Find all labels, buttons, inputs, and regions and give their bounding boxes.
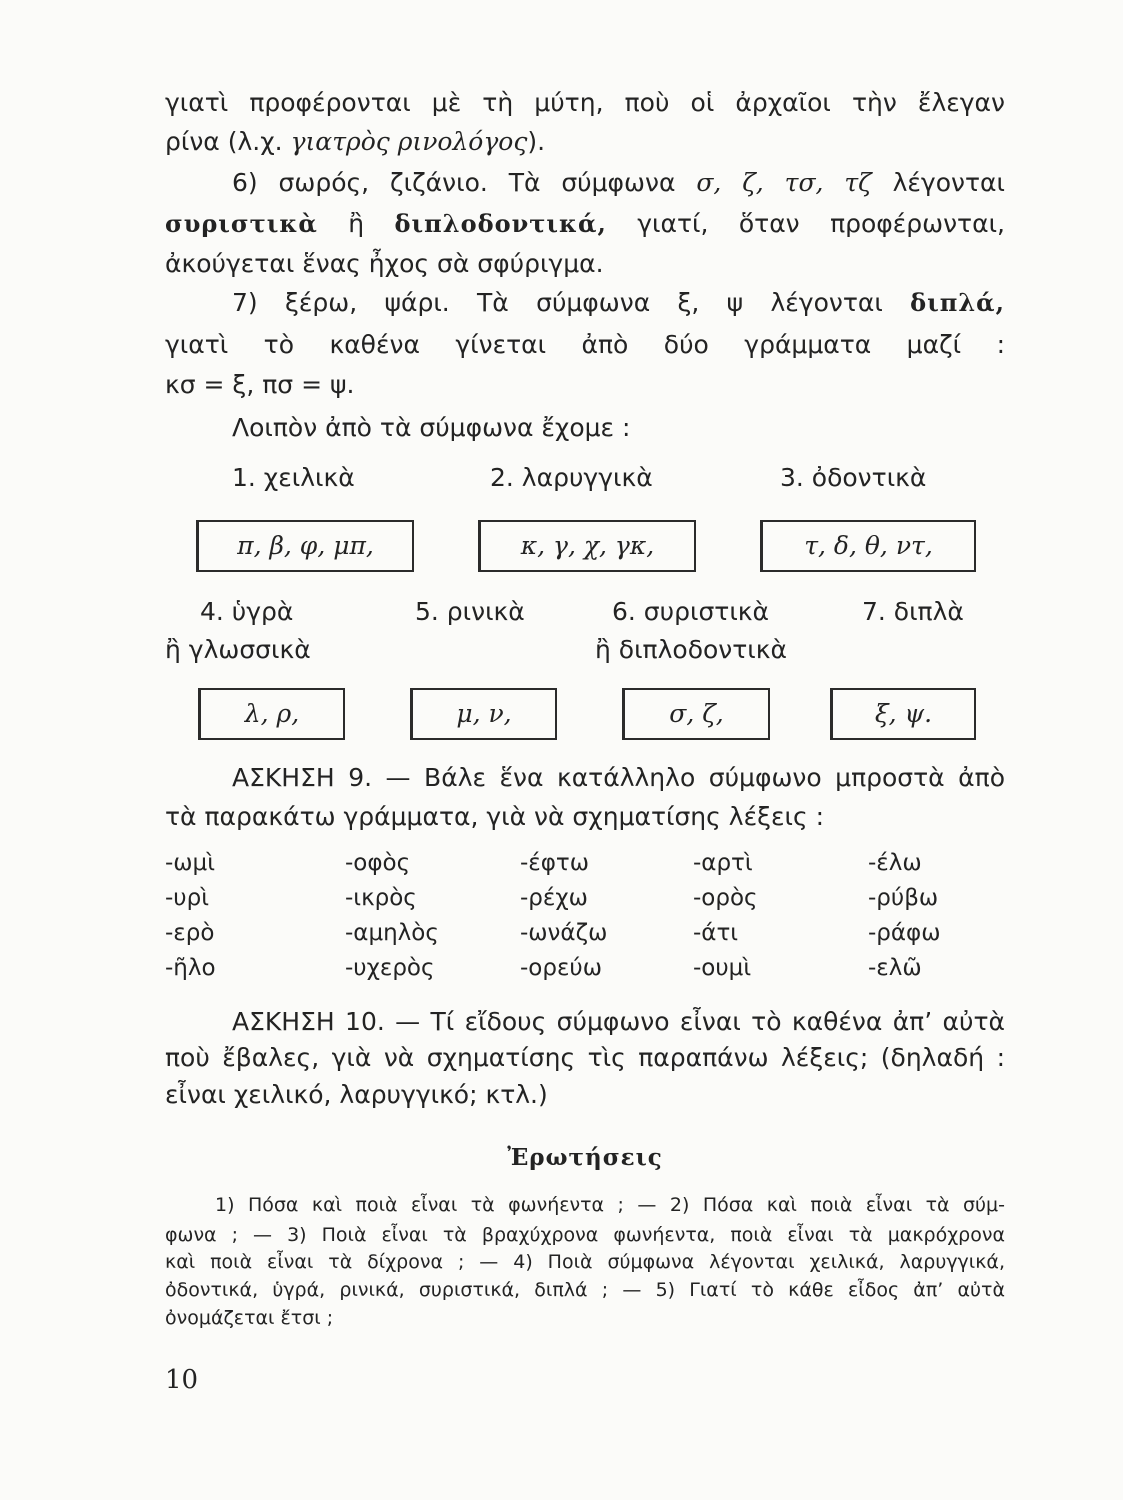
text-segment: 7) ξέρω, ψάρι. Τὰ σύμφωνα ξ, ψ λέγονται: [232, 288, 911, 317]
text-segment: ΑΣΚΗΣΗ 9. — Βάλε ἕνα κατάλληλο σύμφωνο μπροστὰ ἀπὸ: [232, 763, 1005, 792]
question-line: καὶ ποιὰ εἶναι τὰ δίχρονα ; — 4) Ποιὰ σύμφωνα λέγονται χειλικά, λαρυγγικά,: [165, 1251, 1005, 1273]
exercise-10-line: [165, 1038, 1005, 1078]
text-line: [165, 365, 1005, 405]
word-fragment: -ορὸς: [693, 885, 758, 911]
question-line: φωνα ; — 3) Ποιὰ εἶναι τὰ βραχύχρονα φωνήεντα, ποιὰ εἶναι τὰ μακρόχρονα: [165, 1224, 1005, 1246]
question-line: 1) Πόσα καὶ ποιὰ εἶναι τὰ φωνήεντα ; — 2) Πόσα καὶ ποιὰ εἶναι τὰ σύμ-: [215, 1194, 1005, 1216]
word-fragment: -ουμὶ: [693, 955, 752, 981]
word-column: [520, 846, 607, 986]
word-fragment: -αρτὶ: [693, 850, 753, 876]
text-segment: εἶναι χειλικό, λαρυγγικό; κτλ.): [165, 1080, 548, 1109]
text-line: [232, 408, 1005, 448]
word-column: [345, 846, 439, 986]
word-fragment: -οφὸς: [345, 850, 411, 876]
word-fragment: -ῆλο: [165, 955, 216, 981]
word-fragment: -ικρὸς: [345, 885, 417, 911]
text-segment: κσ = ξ, πσ = ψ.: [165, 370, 355, 399]
word-column: [165, 846, 216, 986]
text-line: [232, 283, 1005, 323]
text-segment: λέγονται: [871, 168, 1005, 197]
text-segment: ).: [527, 127, 546, 156]
consonant-box: [622, 688, 770, 740]
text-segment: ρίνα (λ.χ.: [165, 127, 291, 156]
consonant-letters: ξ, ψ.: [874, 699, 933, 728]
text-segment: γιατί, ὅταν προφέρωνται,: [606, 209, 1005, 238]
consonant-letters: π, β, φ, μπ,: [237, 531, 374, 560]
text-line: [165, 122, 1005, 162]
word-column: [868, 846, 941, 986]
bold-term: διπλά,: [910, 288, 1005, 317]
category-label: 2. λαρυγγικὰ: [490, 463, 653, 492]
category-label: 3. ὀδοντικὰ: [780, 463, 927, 492]
text-line: [165, 325, 1005, 365]
consonant-letters: λ, ρ,: [244, 699, 300, 728]
text-segment: 6) σωρός, ζιζάνιο. Τὰ σύμφωνα: [232, 168, 697, 197]
word-fragment: -ρέχω: [520, 885, 588, 911]
question-line: ὀδοντικά, ὑγρά, ρινικά, συριστικά, διπλά ; — 5) Γιατί τὸ κάθε εἶδος ἀπ’ αὐτὰ: [165, 1279, 1005, 1301]
category-label: 7. διπλὰ: [862, 597, 964, 626]
text-segment: ἀκούγεται ἕνας ἦχος σὰ σφύριγμα.: [165, 249, 604, 278]
bold-term: διπλοδοντικά,: [394, 209, 607, 238]
bold-term: συριστικὰ: [165, 209, 318, 238]
consonant-box: [196, 520, 414, 572]
word-column: [693, 846, 758, 986]
consonant-box: [198, 688, 345, 740]
consonant-letters: μ, ν,: [456, 699, 512, 728]
exercise-9-line: [232, 758, 1005, 798]
text-segment: τὰ παρακάτω γράμματα, γιὰ νὰ σχηματίσης λέξεις :: [165, 802, 825, 831]
exercise-10-line: [165, 1075, 1005, 1115]
italic-example: γιατρὸς ρινολόγος: [290, 127, 528, 156]
word-fragment: -έφτω: [520, 850, 590, 876]
category-label: 5. ρινικὰ: [415, 597, 525, 626]
word-fragment: -υρὶ: [165, 885, 209, 911]
text-segment: γιατὶ τὸ καθένα γίνεται ἀπὸ δύο γράμματα μαζί :: [165, 330, 1005, 359]
word-fragment: -ρύβω: [868, 885, 939, 911]
word-fragment: -ελῶ: [868, 955, 922, 981]
consonant-letters: κ, γ, χ, γκ,: [520, 531, 655, 560]
consonant-box: [478, 520, 696, 572]
category-alt-label: ἢ διπλοδοντικὰ: [595, 635, 787, 664]
category-alt-label: ἢ γλωσσικὰ: [165, 635, 311, 664]
word-fragment: -ράφω: [868, 920, 941, 946]
consonant-letters: σ, ζ,: [669, 699, 724, 728]
text-segment: ποὺ ἔβαλες, γιὰ νὰ σχηματίσης τὶς παραπάνω λέξεις; (δηλαδή :: [165, 1043, 1005, 1072]
word-fragment: -υχερὸς: [345, 955, 435, 981]
word-fragment: -ορεύω: [520, 955, 602, 981]
text-segment: γιατὶ προφέρονται μὲ τὴ μύτη, ποὺ οἱ ἀρχαῖοι τὴν ἔλεγαν: [165, 88, 1005, 117]
category-label: 6. συριστικὰ: [612, 597, 770, 626]
text-line: [165, 204, 1005, 244]
category-label: 1. χειλικὰ: [232, 463, 355, 492]
consonant-box: [760, 520, 976, 572]
category-label: 4. ὑγρὰ: [200, 597, 294, 626]
word-fragment: -ερὸ: [165, 920, 215, 946]
word-fragment: -ωνάζω: [520, 920, 608, 946]
page-number: 10: [165, 1365, 199, 1395]
consonant-box: [830, 688, 976, 740]
consonant-box: [410, 688, 557, 740]
word-fragment: -αμηλὸς: [345, 920, 439, 946]
question-line: ὀνομάζεται ἔτσι ;: [165, 1307, 334, 1329]
word-fragment: -έλω: [868, 850, 922, 876]
text-segment: ἢ: [317, 209, 395, 238]
text-line: [232, 163, 1005, 203]
italic-letters: σ, ζ, τσ, τζ: [696, 168, 872, 197]
text-segment: ΑΣΚΗΣΗ 10. — Τί εἴδους σύμφωνο εἶναι τὸ καθένα ἀπ’ αὐτὰ: [232, 1007, 1005, 1036]
consonant-letters: τ, δ, θ, ντ,: [804, 531, 933, 560]
word-fragment: -άτι: [693, 920, 739, 946]
text-line: [165, 83, 1005, 123]
questions-heading: Ἐρωτήσεις: [507, 1144, 663, 1171]
text-line: [165, 244, 1005, 284]
word-fragment: -ωμὶ: [165, 850, 215, 876]
exercise-9-line: [165, 797, 1005, 837]
exercise-10-line: [232, 1002, 1005, 1042]
text-segment: Λοιπὸν ἀπὸ τὰ σύμφωνα ἔχομε :: [232, 413, 631, 442]
